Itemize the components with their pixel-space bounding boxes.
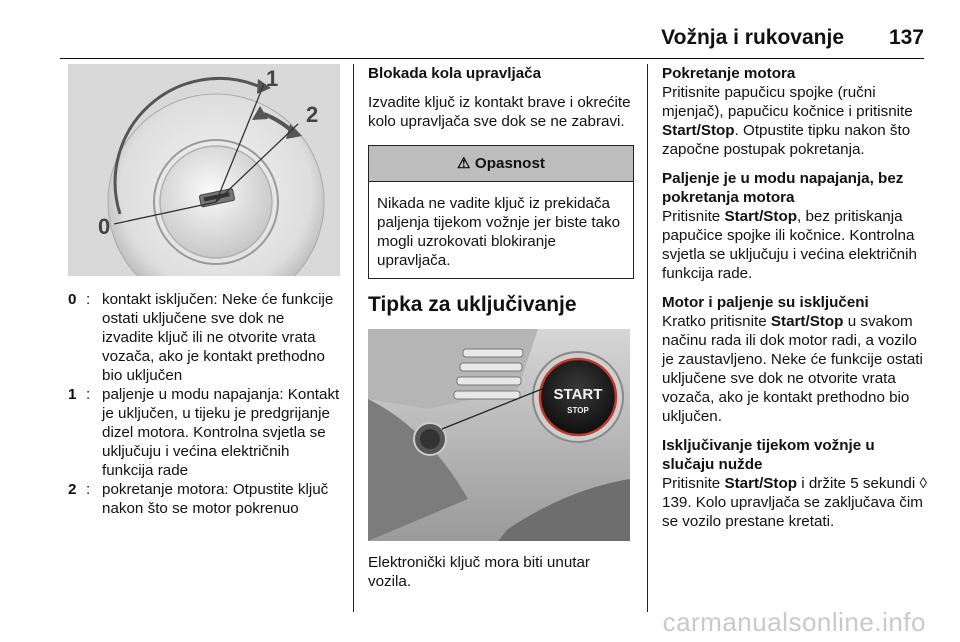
position-label-2: 2 [306,102,319,127]
position-key: 0 [68,291,77,308]
emergency-off-text: Pritisnite Start/Stop i držite 5 sekundi ◊ 139. Kolo upravljača se zaključava čim se vozilo prestane kretati. [662,475,927,530]
column-3 [662,64,928,531]
ignition-positions-list [68,290,340,518]
position-label-1: 1 [266,66,279,91]
position-text: kontakt isključen: Neke će funkcije ostati uključene sve dok ne izvadite ključ ili ne otvorite vrata vozača, ako je kontakt prethodno bio uključen [102,291,334,384]
power-mode-text: Pritisnite Start/Stop, bez pritiskanja papučice spojke ili kočnice. Kontrolna svjetla se uključuju i većina električnih funkcija rade. [662,208,917,282]
power-mode-heading: Paljenje je u modu napajanja, bez pokretanja motora [662,170,904,206]
position-key: 1 [68,386,77,403]
watermark: carmanualsonline.info [662,607,926,637]
column-2 [368,64,634,591]
position-sep: : [86,291,91,308]
power-button-heading: Tipka za uključivanje [368,293,577,316]
start-engine-heading: Pokretanje motora [662,65,796,82]
position-label-0: 0 [98,214,111,239]
page-reference-link[interactable]: ◊ 139 [662,475,927,511]
ignition-switch-illustration [68,64,340,276]
position-key: 2 [68,481,77,498]
position-sep: : [86,386,91,403]
danger-box-header [369,146,633,182]
ignition-switch-figure [68,64,340,276]
column-divider-right [647,64,648,612]
page-header [60,26,924,56]
steering-lock-heading: Blokada kola upravljača [368,65,542,82]
engine-off-heading: Motor i paljenje su isključeni [662,294,869,311]
engine-off-text: Kratko pritisnite Start/Stop u svakom načinu rada ili dok motor radi, a vozilo je zaustavljeno. Neke će funkcije ostati uključene sve dok ne otvorite vrata vozača, ako je kontakt prethodno bio uključen. [662,313,923,425]
danger-box [368,145,634,279]
column-divider-left [353,64,354,612]
emergency-off-heading: Isključivanje tijekom vožnje u slučaju nužde [662,437,875,473]
start-stop-figure [368,329,630,541]
header-rule [60,58,924,59]
chapter-title: Vožnja i rukovanje [661,26,844,49]
power-button-text: Elektronički ključ mora biti unutar vozila. [368,554,590,590]
column-1 [68,64,340,518]
danger-title: Opasnost [474,155,545,172]
danger-text: Nikada ne vadite ključ iz prekidača paljenja tijekom vožnje jer biste tako mogli uzrokovati blokiranje upravljača. [377,195,621,269]
position-text: pokretanje motora: Otpustite ključ nakon što se motor pokrenuo [102,481,329,517]
start-engine-text: Pritisnite papučicu spojke (ručni mjenjač), papučicu kočnice i pritisnite Start/Stop. Otpustite tipku nakon što započne postupak pokretanja. [662,84,913,158]
start-stop-illustration [368,329,630,541]
list-item [68,385,340,480]
list-item [68,290,340,385]
page-number: 137 [888,26,924,49]
position-text: paljenje u modu napajanja: Kontakt je uključen, u tijeku je predgrijanje dizel motora. Kontrolna svjetla se uključuju i većina električnih funkcija rade [102,386,340,479]
list-item [68,480,340,518]
position-sep: : [86,481,91,498]
stop-label: STOP [567,406,589,415]
warning-triangle-icon: ⚠ [457,155,471,172]
steering-lock-text: Izvadite ključ iz kontakt brave i okrećite kolo upravljača sve dok se ne zabravi. [368,94,631,130]
start-label: START [553,386,603,403]
